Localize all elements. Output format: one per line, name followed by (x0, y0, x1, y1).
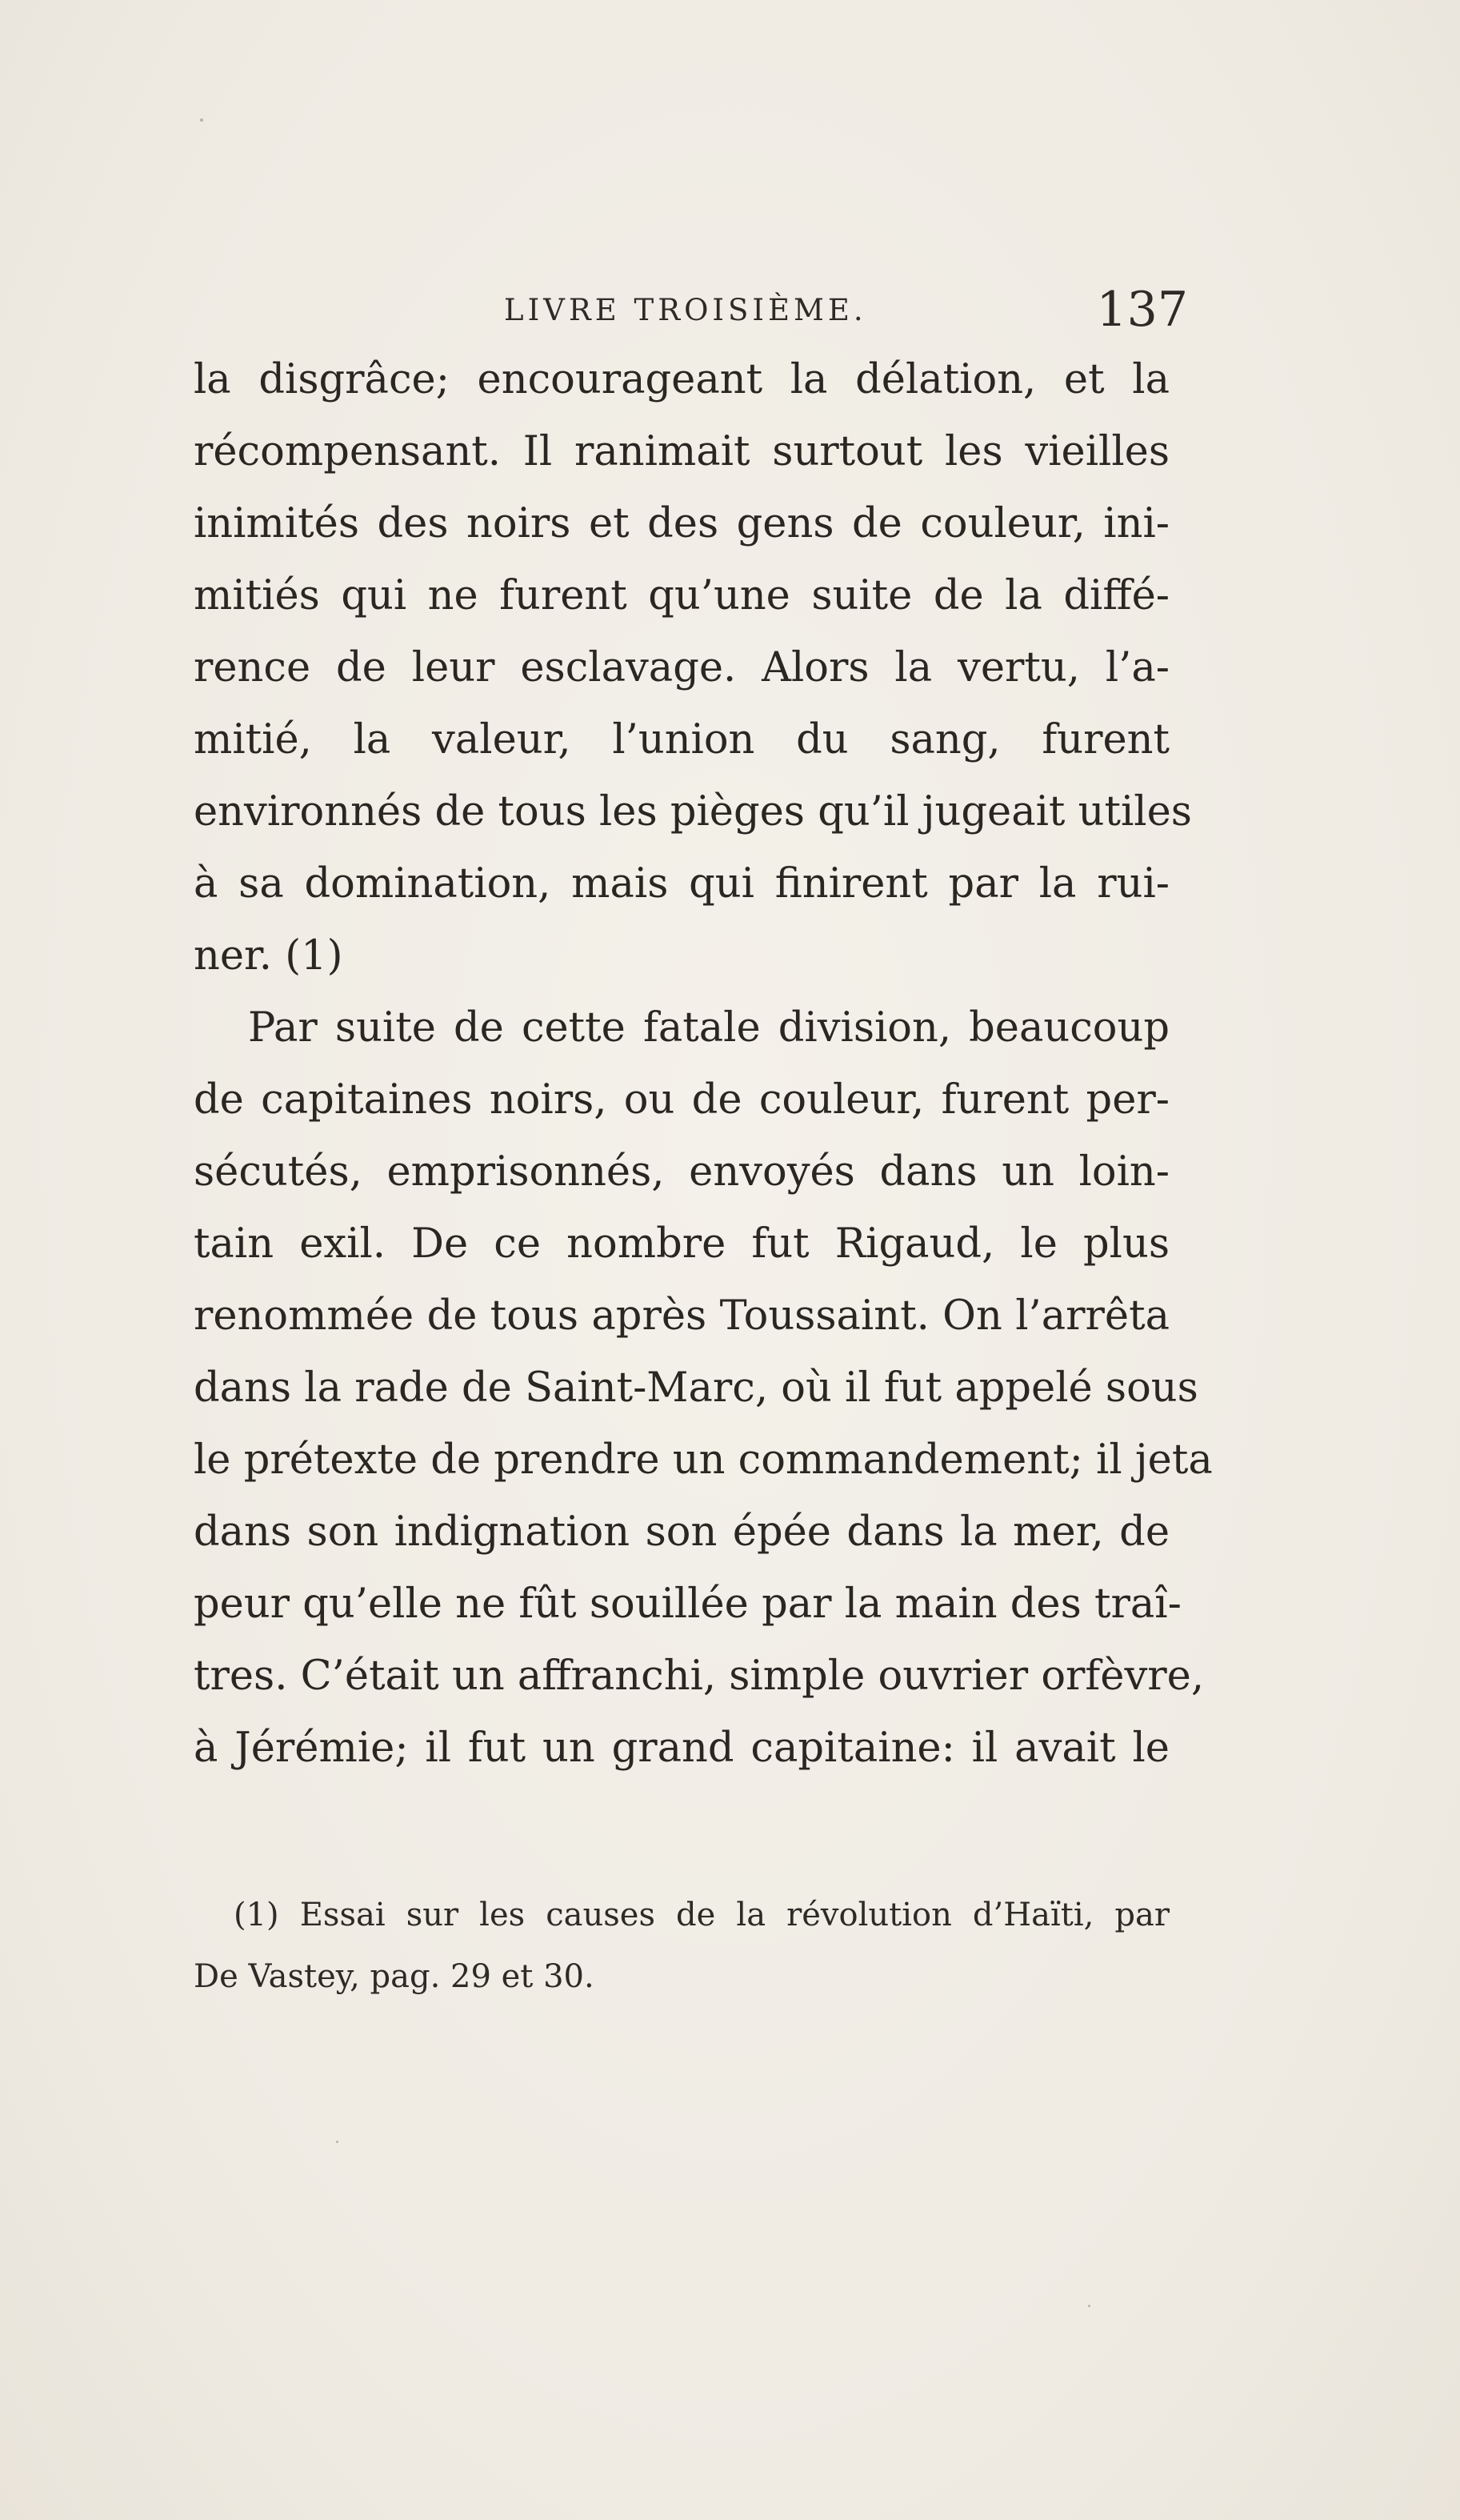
text-line: environnés de tous les pièges qu’il jugeait utiles (194, 788, 1192, 835)
text-line: le prétexte de prendre un commandement; il jeta (194, 1436, 1213, 1484)
text-line: rence de leur esclavage. Alors la vertu, l’a- (194, 644, 1170, 691)
text-line: peur qu’elle ne fût souillée par la main des traî- (194, 1581, 1182, 1628)
paragraph-first-line: Par suite de cette fatale division, beaucoup (248, 1004, 1170, 1052)
text-line: ner. (1) (194, 932, 343, 980)
text-line: tres. C’était un affranchi, simple ouvrier orfèvre, (194, 1653, 1205, 1700)
paper-speck (336, 2141, 338, 2143)
text-line: mitiés qui ne furent qu’une suite de la diffé- (194, 572, 1170, 619)
text-line: récompensant. Il ranimait surtout les vieilles (194, 428, 1170, 475)
footnotes (194, 1885, 1170, 2008)
text-line: sécutés, emprisonnés, envoyés dans un loin- (194, 1148, 1170, 1196)
running-head (504, 282, 1188, 338)
paper-speck (200, 118, 203, 122)
text-line: mitié, la valeur, l’union du sang, furent (194, 716, 1170, 763)
text-line: tain exil. De ce nombre fut Rigaud, le plus (194, 1220, 1170, 1268)
page-number: 137 (1096, 282, 1188, 338)
text-line: renommée de tous après Toussaint. On l’arrêta (194, 1292, 1170, 1340)
footnote-line: De Vastey, pag. 29 et 30. (194, 1958, 594, 1995)
text-line: dans son indignation son épée dans la mer, de (194, 1508, 1170, 1556)
text-line: dans la rade de Saint-Marc, où il fut appelé sous (194, 1364, 1198, 1412)
text-line: la disgrâce; encourageant la délation, et la (194, 356, 1170, 403)
text-line: à Jérémie; il fut un grand capitaine: il avait le (194, 1725, 1170, 1772)
footnote-line: (1) Essai sur les causes de la révolution d’Haïti, par (234, 1897, 1170, 1933)
text-line: de capitaines noirs, ou de couleur, furent per- (194, 1076, 1170, 1124)
body-text (194, 344, 1213, 1785)
text-line: inimités des noirs et des gens de couleur, ini- (194, 500, 1170, 547)
paper-speck (1088, 2305, 1090, 2307)
running-title: LIVRE TROISIÈME. (504, 293, 867, 327)
text-line: à sa domination, mais qui finirent par la rui- (194, 860, 1170, 907)
